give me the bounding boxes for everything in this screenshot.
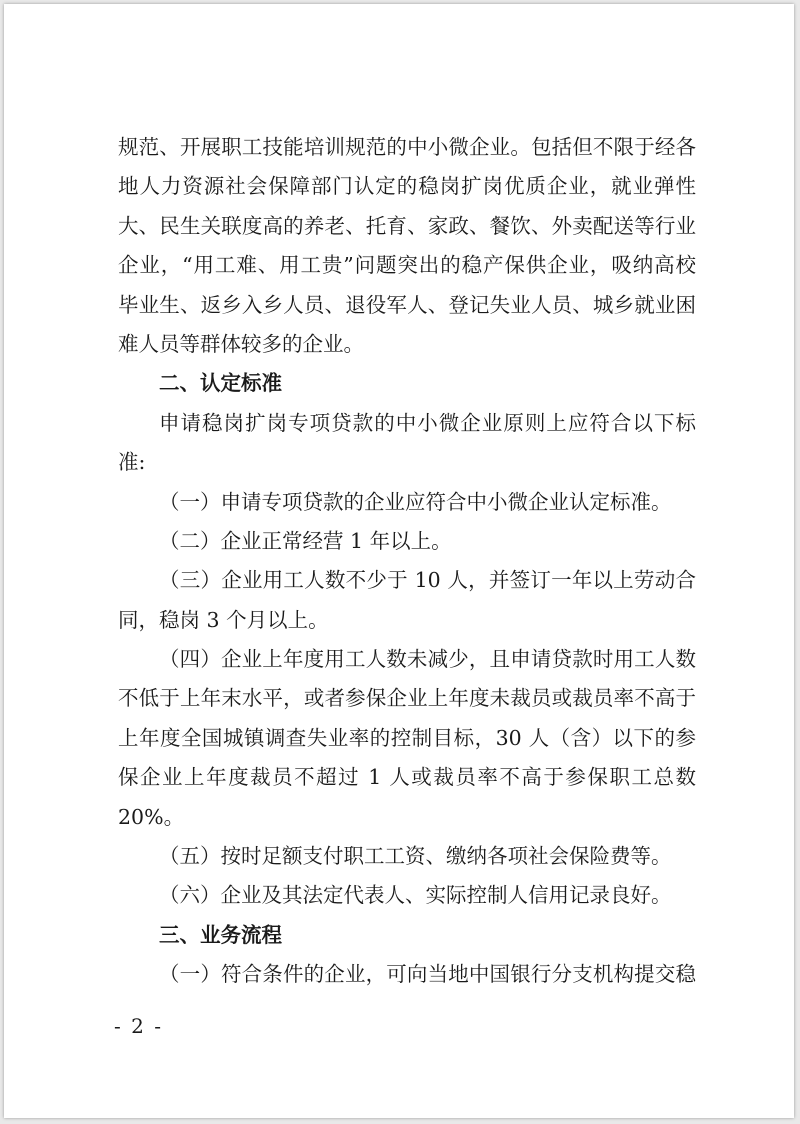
text-line: 同，稳岗 3 个月以上。: [118, 607, 329, 632]
text-line: 规范、开展职工技能培训规范的中小微企业。包括但不限于经各: [118, 135, 696, 159]
text-line: 上年度全国城镇调查失业率的控制目标，30 人（含）以下的参: [118, 725, 696, 750]
section-heading: 三、业务流程: [159, 922, 282, 947]
page-number: - 2 -: [114, 1014, 163, 1038]
text-line: （四）企业上年度用工人数未减少，且申请贷款时用工人数: [159, 647, 696, 672]
text-line: （一）符合条件的企业，可向当地中国银行分支机构提交稳: [159, 962, 696, 987]
text-line: 大、民生关联度高的养老、托育、家政、餐饮、外卖配送等行业: [118, 213, 696, 238]
document-page: [4, 4, 794, 1118]
text-line: 毕业生、返乡入乡人员、退役军人、登记失业人员、城乡就业困: [118, 292, 696, 317]
text-line: 难人员等群体较多的企业。: [118, 331, 364, 356]
text-line: 保企业上年度裁员不超过 1 人或裁员率不高于参保职工总数: [118, 765, 696, 790]
body-text: [118, 128, 696, 995]
text-line: （二）企业正常经营 1 年以上。: [159, 528, 452, 553]
text-line: （三）企业用工人数不少于 10 人，并签订一年以上劳动合: [159, 568, 696, 593]
text-line: （六）企业及其法定代表人、实际控制人信用记录良好。: [159, 883, 672, 908]
text-line: （一）申请专项贷款的企业应符合中小微企业认定标准。: [159, 489, 672, 514]
text-line: 不低于上年末水平，或者参保企业上年度未裁员或裁员率不高于: [118, 686, 696, 711]
text-line: 20%。: [118, 804, 185, 829]
text-line: 企业，“用工难、用工贵”问题突出的稳产保供企业，吸纳高校: [118, 253, 696, 278]
text-line: 申请稳岗扩岗专项贷款的中小微企业原则上应符合以下标: [159, 410, 696, 435]
text-line: （五）按时足额支付职工工资、缴纳各项社会保险费等。: [159, 844, 672, 869]
text-line: 准:: [118, 450, 146, 475]
text-line: 地人力资源社会保障部门认定的稳岗扩岗优质企业，就业弹性: [118, 174, 696, 199]
section-heading: 二、认定标准: [159, 371, 282, 396]
